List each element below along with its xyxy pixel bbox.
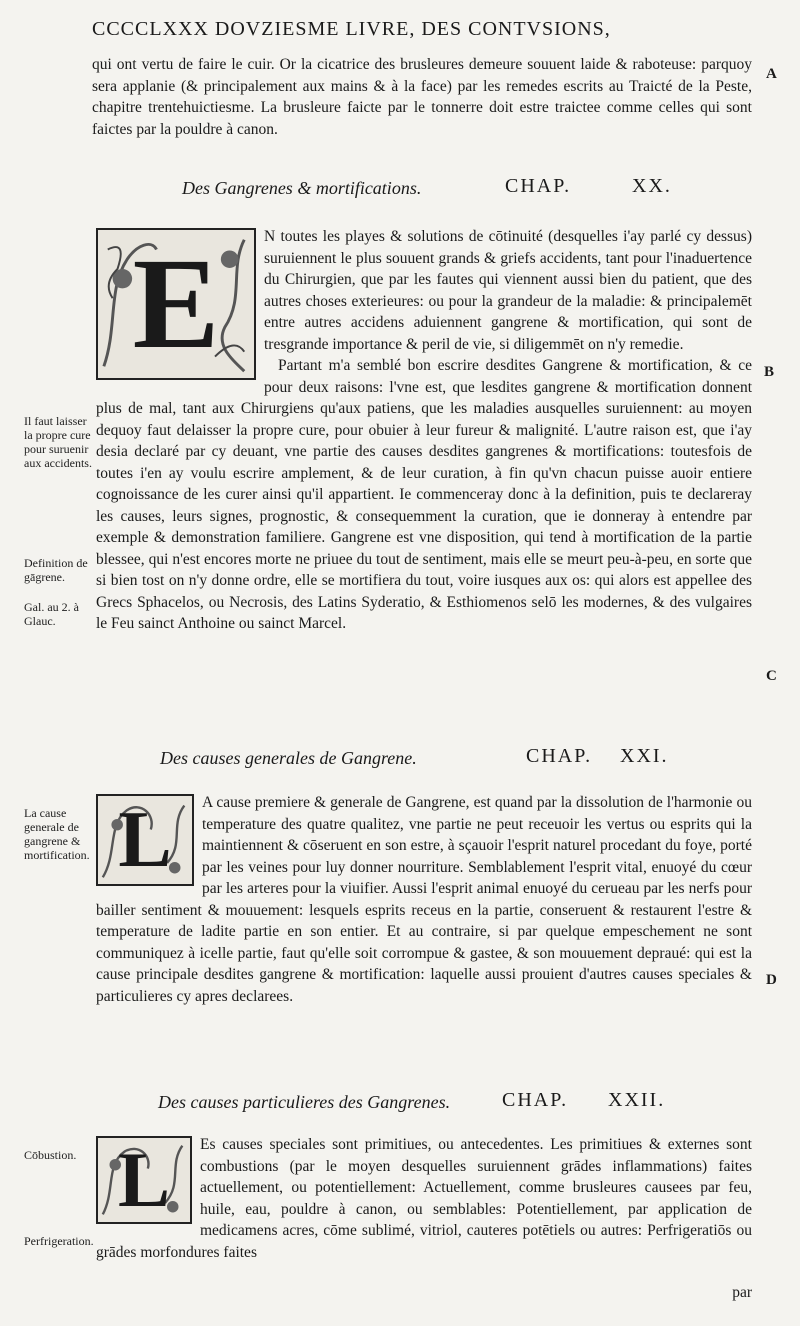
chapter-21-number: XXI. <box>620 745 669 767</box>
chapter-22-body <box>96 1134 752 1263</box>
chapter-22-title: Des causes particulieres des Gangrenes. <box>158 1092 451 1112</box>
chapter-20-number: XX. <box>632 175 672 197</box>
chapter-22-number: XXII. <box>608 1089 666 1111</box>
chapter-20-paragraph-2: Partant m'a semblé bon escrire desdites Gangrene & mortification, & ce pour deux raisons: l'vne est, que lesdites gangrene & mortification donnent plus de mal, tant aux Chirurgiens qu'aux patiens, que les maladies ausquelles suruiennent: au moyen dequoy faut delaisser la propre cure, pour obuier à leur fureur & malignité. L'autre raison est, que i'ay desia declaré par cy deuant, vne partie des causes desdites gangrenes & mortifications: toutesfois de toutes i'en ay voulu escrire amplement, & de leur curation, à fin qu'vn chacun puisse auoir entiere cognoissance de les curer ainsi qu'il appartient. Ie commenceray donc à la definition, puis te declareray les causes, leurs signes, prognostic, & consequemment la curation, que ie donneray à entendre par exemple & demonstration familiere. Gangrene est vne disposition, qui tend à mortification de la partie blessee, qui n'est encores morte ne priuee du tout de sentiment, mais elle se meurt peu-à-peu, en sorte que si bien tost on n'y donne ordre, elle se mortifiera du tout, voire iusques aux os: qui alors est appellee des Grecs Sphacelos, ou Necrosis, des Latins Syderatio, & Esthiomenos selō les modernes, & des vulgaires le Feu sainct Anthoine ou sainct Marcel. <box>96 357 752 632</box>
margin-note-cure: Il faut laisser la propre cure pour suruenir aux accidents. <box>24 414 92 470</box>
section-letter-c: C <box>766 668 777 684</box>
chapter-20-first-letters: N <box>264 228 276 245</box>
ornamental-initial-l <box>96 794 194 886</box>
catchword: par <box>732 1284 752 1301</box>
chapter-21-text: A cause premiere & generale de Gangrene, est quand par la dissolution de l'harmonie ou temperature des quatre qualitez, vne partie ne peut receuoir les vertus ou esprits qui la maintiennent & cōseruent en son estre, à sçauoir l'esprit naturel procedant du foye, porté par les veines pour luy donner nourriture. Semblablement l'esprit vital, enuoyé du cœur par les arteres pour la viuifier. Aussi l'esprit animal enuoyé du cerueau par les nerfs pour bailler sentiment & mouuement: lesquels esprits receus en la partie, conseruent & restaurent l'estre & temperature de ladite partie en son entier. Et au contraire, si par quelque empeschement ne sont communiquez à icelle partie, faut qu'elle soit corrompue & gastee, & son mouuement depraué: qui est la cause principale desdites gangrene & mortification: laquelle aussi prouient d'autres causes speciales & particulieres cy apres declarees. <box>96 794 752 1005</box>
chapter-22-text: Es causes speciales sont primitiues, ou antecedentes. Les primitiues & externes sont combustions (par le moyen desquelles suruiennent grādes inflammations) faites actuellement, ou potentiellement: Actuellement, comme brusleures causees par feu, huile, eau, pouldre à canon, ou semblables: Potentiellement, par application de medicamens acres, cōme sublimé, vitriol, cauteres potētiels ou autres: Perfrigeratiōs ou grādes morfondures faites <box>96 1136 752 1261</box>
margin-note-galen: Gal. au 2. à Glauc. <box>24 600 79 628</box>
running-head: CCCCLXXX DOVZIESME LIVRE, DES CONTVSIONS, <box>92 18 611 40</box>
dropcap-letter: L <box>118 796 172 884</box>
ornamental-initial-l <box>96 1136 192 1224</box>
chapter-21-heading <box>160 745 669 769</box>
chapter-20-paragraph-1: toutes les playes & solutions de cōtinuité (desquelles i'ay parlé cy dessus) suruiennent le plus souuent grands & griefs accidents, tant pour l'inaduertence du Chirurgien, que par les fautes qui viennent aussi bien du patient, que des autres choses exterieures: ou pour la grandeur de la maladie: & principalemēt entre autres accidens aduiennent gangrene & mortification, qui sont de tresgrande importance & peril de vie, si diligemmēt on n'y remedie. <box>264 228 752 353</box>
chapter-21-label: CHAP. <box>526 745 593 767</box>
section-letter-b: B <box>764 364 775 380</box>
ornamental-initial-e <box>96 228 256 380</box>
margin-note-perfrigeration: Perfrigeration. <box>24 1234 94 1248</box>
dropcap-letter: E <box>132 232 220 376</box>
chapter-20-label: CHAP. <box>505 175 572 197</box>
chapter-21-title: Des causes generales de Gangrene. <box>160 748 417 768</box>
opening-paragraph <box>92 54 752 140</box>
margin-note-definition: Definition de gāgrene. <box>24 556 88 584</box>
section-letter-d: D <box>766 972 777 988</box>
dropcap-letter: L <box>117 1136 171 1223</box>
chapter-22-heading <box>158 1089 666 1113</box>
chapter-22-label: CHAP. <box>502 1089 569 1111</box>
opening-paragraph-text: qui ont vertu de faire le cuir. Or la cicatrice des brusleures demeure souuent laide & raboteuse: parquoy sera applanie (& principalement aux mains & à la face) par les remedes escrits au Traicté de la Peste, chapitre trentehuictiesme. La brusleure faicte par le tonnerre doit estre traictee comme celles qui sont faictes par la pouldre à canon. <box>92 56 752 138</box>
chapter-20-heading <box>182 175 672 199</box>
chapter-21-body <box>96 792 752 1007</box>
chapter-20-body <box>96 226 752 635</box>
margin-note-cause: La cause generale de gangrene & mortification. <box>24 806 90 862</box>
section-letter-a: A <box>766 66 777 82</box>
chapter-20-title: Des Gangrenes & mortifications. <box>182 178 422 198</box>
margin-note-combustion: Cōbustion. <box>24 1148 77 1162</box>
